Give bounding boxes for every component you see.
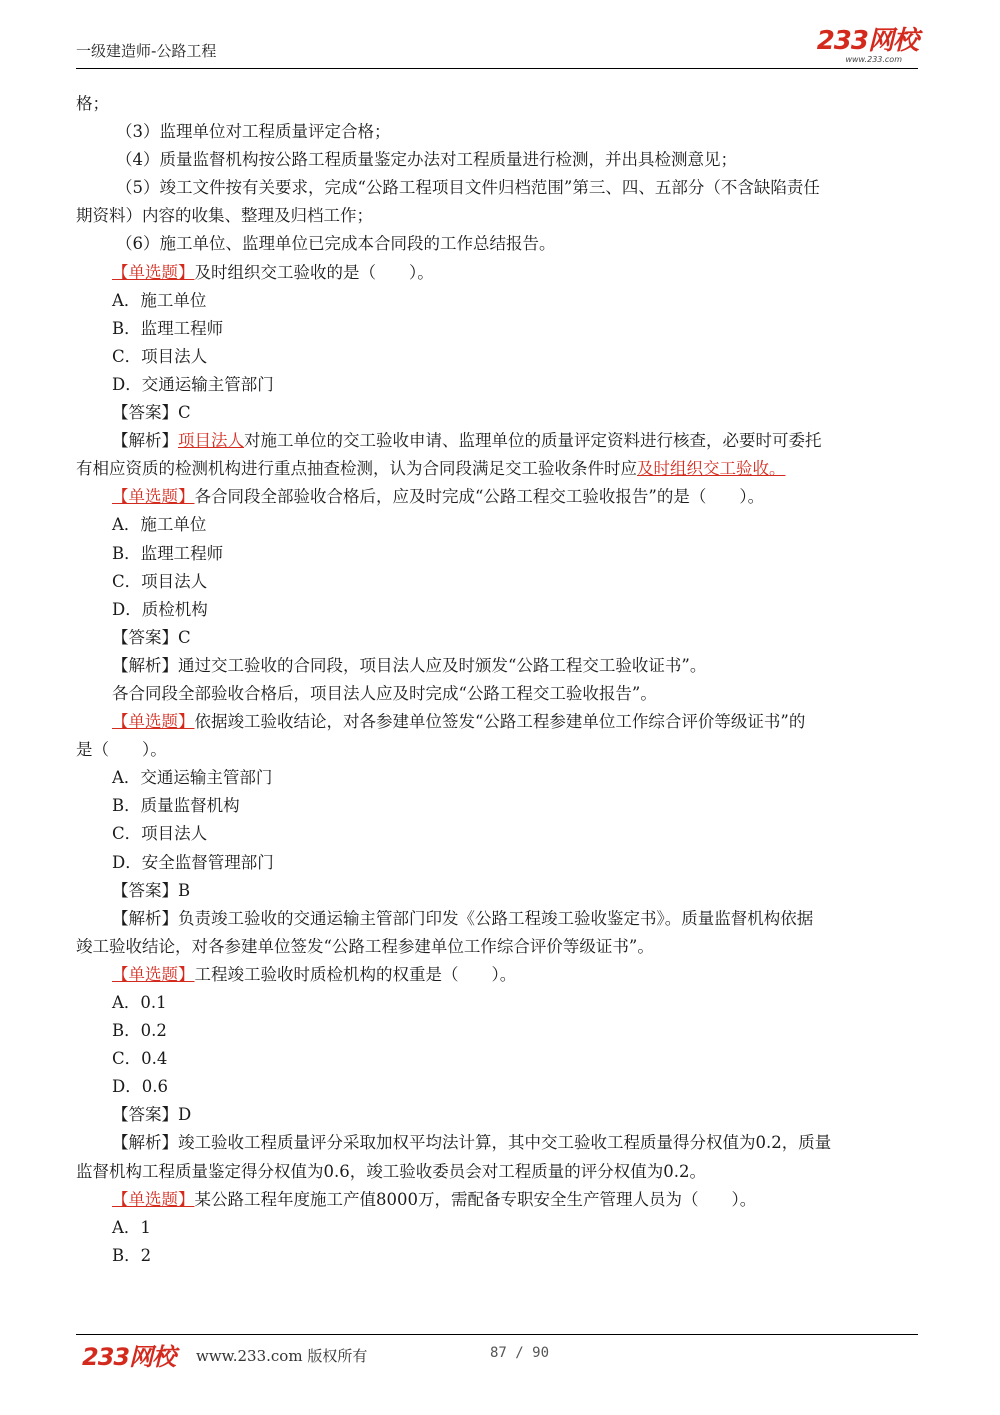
text-line [76, 259, 926, 287]
text-line [76, 90, 926, 118]
page-footer [76, 1334, 918, 1375]
text-line [76, 287, 926, 315]
text-line [76, 877, 926, 905]
question-type-tag: 【单选题】 [112, 262, 195, 282]
text-line [76, 455, 926, 483]
page-header [76, 28, 918, 69]
text-line [76, 1242, 926, 1270]
text-segment: D．交通运输主管部门 [112, 374, 274, 394]
text-line [76, 118, 926, 146]
document-body [76, 90, 926, 1270]
text-segment: 有相应资质的检测机构进行重点抽查检测，认为合同段满足交工验收条件时应 [76, 459, 637, 479]
text-line [76, 652, 926, 680]
text-line [76, 708, 926, 736]
text-segment: A．0.1 [112, 993, 167, 1012]
question-type-tag: 【单选题】 [112, 1189, 195, 1209]
text-segment: C．项目法人 [112, 824, 208, 844]
text-segment: 监督机构工程质量鉴定得分权值为0.6，竣工验收委员会对工程质量的评分权值为0.2。 [76, 1161, 706, 1181]
brand-logo-text: 233网校 [816, 26, 918, 56]
text-segment: A．1 [112, 1217, 151, 1237]
text-line [76, 764, 926, 792]
text-line [76, 399, 926, 427]
text-line [76, 905, 926, 933]
question-type-tag: 【单选题】 [112, 964, 195, 984]
text-segment: 及时组织交工验收的是（ ）。 [194, 262, 434, 282]
text-segment: 对施工单位的交工验收申请、监理单位的质量评定资料进行核查，必要时可委托 [244, 431, 822, 451]
text-line [76, 540, 926, 568]
text-line [76, 483, 926, 511]
text-line [76, 568, 926, 596]
text-segment: D．质检机构 [112, 599, 208, 619]
text-segment: 期资料）内容的收集、整理及归档工作； [76, 206, 373, 226]
text-segment: 各合同段全部验收合格后，应及时完成“公路工程交工验收报告”的是（ ）。 [194, 487, 765, 507]
text-segment: C．项目法人 [112, 346, 208, 366]
text-segment: 【答案】B [112, 880, 191, 900]
text-line [76, 849, 926, 877]
text-line [76, 624, 926, 652]
text-line [76, 511, 926, 539]
highlighted-text: 项目法人 [178, 431, 244, 451]
text-line [76, 596, 926, 624]
text-line [76, 427, 926, 455]
text-line [76, 1129, 926, 1157]
text-line [76, 820, 926, 848]
text-segment: （6）施工单位、监理单位已完成本合同段的工作总结报告。 [116, 234, 556, 254]
text-segment: 格； [76, 94, 109, 113]
text-line [76, 371, 926, 399]
text-line [76, 230, 926, 258]
text-segment: 工程竣工验收时质检机构的权重是（ ）。 [194, 964, 517, 984]
brand-logo [817, 28, 918, 64]
brand-logo-url: www.233.com [845, 55, 902, 64]
text-line [76, 989, 926, 1017]
text-line [76, 792, 926, 820]
text-segment: C．项目法人 [112, 571, 208, 591]
text-segment: 【解析】负责竣工验收的交通运输主管部门印发《公路工程竣工验收鉴定书》。质量监督机构依据 [112, 908, 814, 928]
text-line [76, 1158, 926, 1186]
text-segment: 竣工验收结论，对各参建单位签发“公路工程参建单位工作综合评价等级证书”。 [76, 936, 654, 956]
text-segment: A．施工单位 [112, 515, 207, 535]
text-segment: 【解析】通过交工验收的合同段，项目法人应及时颁发“公路工程交工验收证书”。 [112, 655, 707, 675]
text-segment: A．交通运输主管部门 [112, 768, 273, 788]
document-title: 一级建造师-公路工程 [76, 42, 217, 60]
page-number: 87 / 90 [490, 1345, 550, 1361]
footer-copyright: www.233.com 版权所有 [196, 1347, 368, 1365]
text-segment: C．0.4 [112, 1049, 168, 1069]
text-segment: D．安全监督管理部门 [112, 852, 274, 872]
text-segment: B．2 [112, 1245, 152, 1265]
footer-logo: 233网校 [82, 1343, 176, 1371]
text-segment: 【解析】 [112, 431, 178, 451]
text-line [76, 343, 926, 371]
text-line [76, 1017, 926, 1045]
text-line [76, 146, 926, 174]
text-line [76, 1214, 926, 1242]
text-segment: （4）质量监督机构按公路工程质量鉴定办法对工程质量进行检测，并出具检测意见； [116, 150, 737, 170]
text-segment: 【解析】竣工验收工程质量评分采取加权平均法计算，其中交工验收工程质量得分权值为0.2，质量 [112, 1133, 832, 1153]
text-segment: 各合同段全部验收合格后，项目法人应及时完成“公路工程交工验收报告”。 [112, 683, 657, 703]
text-segment: A．施工单位 [112, 290, 207, 310]
text-line [76, 174, 926, 202]
text-segment: （3）监理单位对工程质量评定合格； [116, 122, 391, 142]
text-segment: （5）竣工文件按有关要求，完成“公路工程项目文件归档范围”第三、四、五部分（不含缺陷责任 [116, 178, 820, 198]
text-segment: 【答案】C [112, 627, 191, 647]
text-line [76, 315, 926, 343]
text-segment: 依据竣工验收结论，对各参建单位签发“公路工程参建单位工作综合评价等级证书”的 [194, 712, 806, 732]
highlighted-text: 及时组织交工验收。 [637, 459, 786, 479]
question-type-tag: 【单选题】 [112, 712, 195, 732]
text-segment: 【答案】D [112, 1105, 192, 1125]
text-line [76, 1045, 926, 1073]
text-segment: D．0.6 [112, 1077, 168, 1097]
text-line [76, 933, 926, 961]
text-line [76, 202, 926, 230]
text-segment: 某公路工程年度施工产值8000万，需配备专职安全生产管理人员为（ ）。 [194, 1189, 757, 1209]
text-line [76, 1101, 926, 1129]
text-line [76, 736, 926, 764]
text-segment: B．监理工程师 [112, 318, 224, 338]
text-segment: 是（ ）。 [76, 740, 167, 760]
text-line [76, 680, 926, 708]
text-line [76, 1186, 926, 1214]
text-line [76, 1073, 926, 1101]
text-segment: 【答案】C [112, 403, 191, 423]
text-segment: B．0.2 [112, 1021, 167, 1041]
text-line [76, 961, 926, 989]
text-segment: B．质量监督机构 [112, 796, 240, 816]
text-segment: B．监理工程师 [112, 543, 224, 563]
question-type-tag: 【单选题】 [112, 487, 195, 507]
